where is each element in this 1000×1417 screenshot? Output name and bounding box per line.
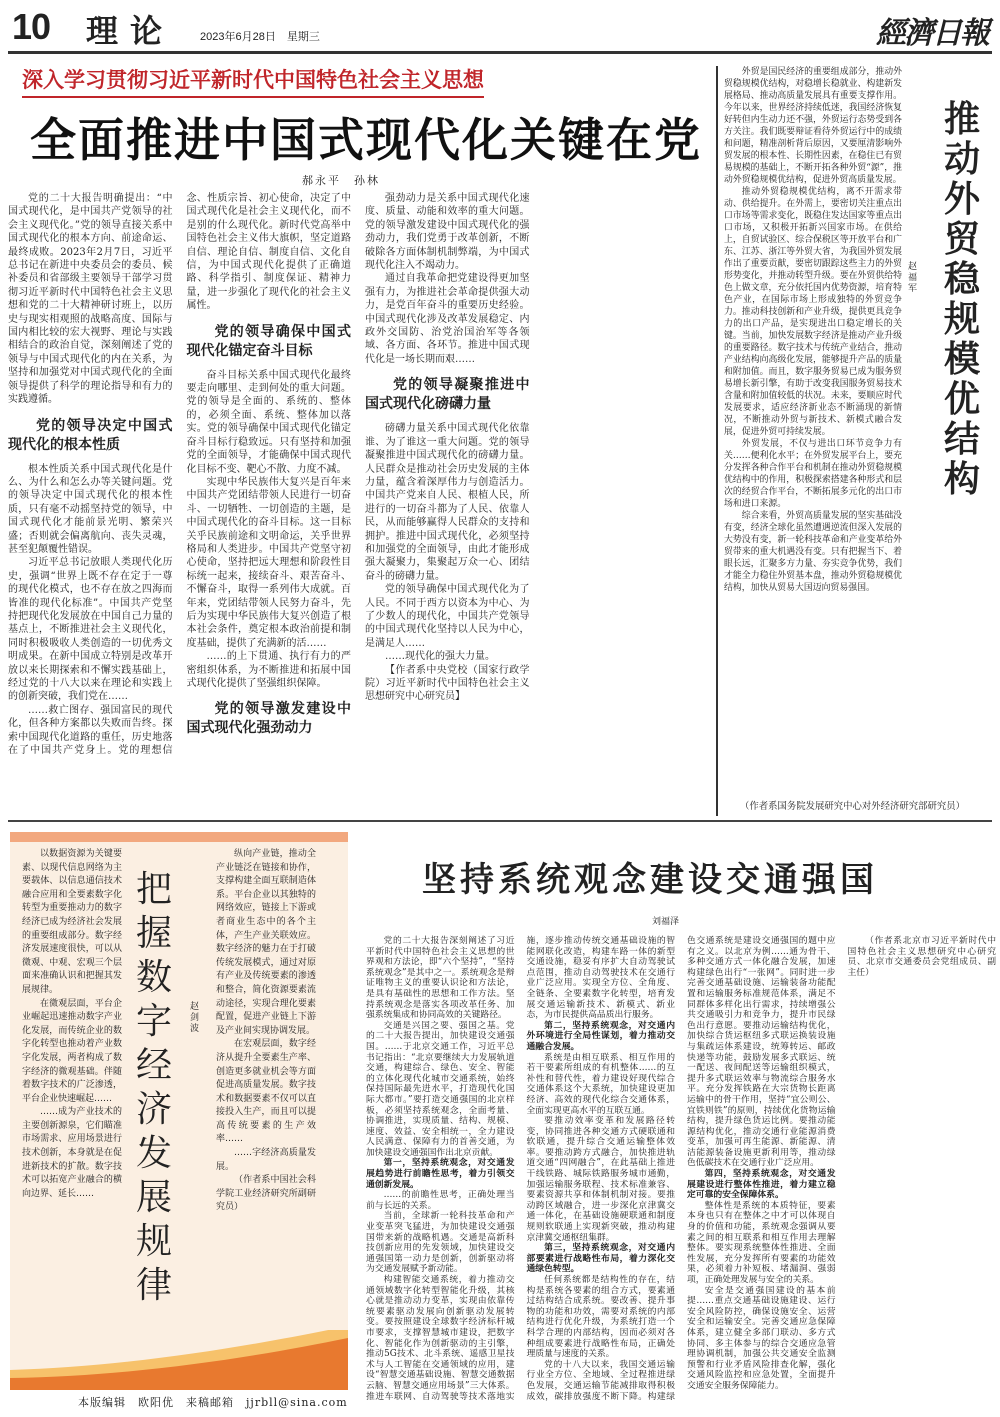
paragraph: 强劲动力是关系中国式现代化速度、质量、动能和效率的重大问题。党的领导激发建设中国式现代化的强劲动力，我们党勇于改革创新，不断破除各方面体制机制弊端，为中国式现代化注入不竭动力。 [365,193,530,272]
paragraph: 整体性是系统的本质特征，要素本身也只有在整体之中才可以体现自身的价值和功能，系统观念强调从要素之间的相互联系和相互作用去理解整体。要实现系统整体性推进、全面性发展，充分发挥所有要素的功能效果，必须着力补短板、堵漏洞、强弱项，正确处理发展与安全的关系。 [687,1200,836,1285]
author-note: （作者系中国社会科学院工业经济研究所副研究员） [216,1175,316,1213]
paragraph: ……字经济高质量发展。 [216,1148,316,1172]
bottom-right-article-body [366,936,996,1408]
paragraph: 要推动效率变革和发展路径转变，协同推进各种交通方式硬联通和软联通，提升综合交通运输整体效率。要推动跨方式融合，加快推进轨道交通“四网融合”，在此基础上推进干线铁路、城际铁路服务城市通勤，加强运输服务联程、技术标准兼容、要素资源共享和体制机制对接。要推动跨区域融合，进一步深化京津冀交通一体化，在基础设施硬联通和制度规则软联通上实现新突破，推动构建京津冀交通枢纽集群。 [526,1116,675,1243]
top-article-body [8,192,708,767]
section-heading: 党的领导激发建设中国式现代化强劲动力 [186,701,351,737]
paragraph: 综合来看，外贸高质量发展的坚实基础没有变，经济全球化虽然遭遇逆流但深入发展的大势没有变，新一轮科技革命和产业变革给外贸带来的重大机遇没有变。只有把握当下、着眼长远，汇聚多方力量、夯实竞争优势，我们才能全力稳住外贸基本盘，推动外贸稳规模优结构，加快从贸易大国迈向贸易强国。 [724,511,902,593]
paragraph: 安全是交通强国建设的基本前提……重点交通基础设施建设、运行安全风险防控，确保设施安全、运营安全和运输安全。完善交通应急保障体系，建立健全多部门联动、多方式协同、多主体参与的综合交通应急管理协调机制，加强公共交通安全监测预警和行业矛盾风险排查化解，强化交通风险监控和应急处置，全面提升交通安全服务保障能力。 [687,1285,836,1391]
paragraph: 以数据资源为关键要素、以现代信息网络为主要载体、以信息通信技术融合应用和全要素数字化转型为重要推动力的数字经济已成为经济社会发展的重要组成部分。数字经济发展速度很快，可以从微观、中观、宏观三个层面来准确认识和把握其发展规律。 [22,849,122,995]
bottom-right-article-byline: 刘福泽 [652,917,680,927]
paragraph: 外贸是国民经济的重要组成部分，推动外贸稳规模优结构，对稳增长稳就业、构建新发展格局、推动高质量发展具有重要支撑作用。今年以来，世界经济持续低迷，我国经济恢复好转但内生动力还不强，外贸运行态势受到各方关注。我们既要辩证看待外贸运行中的成绩和问题，精准剖析背后原因，又要厘清影响外贸发展的根本性、长期性因素，在稳住已有贸易规模的基础上，不断开拓各种外贸“源”，推动外贸稳规模优结构，促进外贸高质量发展。 [724,67,902,185]
newspaper-logo: 經濟日報 [876,16,988,51]
author-note: 【作者系中央党校（国家行政学院）习近平新时代中国特色社会主义思想研究中心研究员】 [365,664,530,703]
column-divider [716,66,718,816]
section-heading: 党的领导决定中国式现代化的根本性质 [8,417,173,453]
paragraph: 习近平总书记放眼人类现代化历史，强调“世界上既不存在定于一尊的现代化模式，也不存在放之四海而皆准的现代化标准”。中国共产党坚持把现代化发展放在中国自己力量的基点上，不断推进社会主义现代化，同时积极吸收人类创造的一切优秀文明成果。在新中国成立特别是改革开放以来长期探索和不懈实践基础上，经过党的十八大以来在理论和实践上的创新突破，我们党在…… [8,557,173,703]
paragraph: 当前，全球新一轮科技革命和产业变革突飞猛进，为加快建设交通强国带来新的战略机遇。交通是高新科技创新应用的先发领域，加快建设交通强国第一动力是创新，创新驱动将为交通发展赋予新动能。 [366,1211,515,1275]
paragraph: ……成为产业技术的主要创新源泉，它们瞄准市场需求、应用场景进行技术创新，本身就是在促进新技术的扩散。数字技术可以拓宽产业融合的横向边界、延长…… [22,1107,122,1199]
bottom-left-article-col2 [216,848,316,1215]
paragraph: 磅礴力量关系中国式现代化依靠谁、为了谁这一重大问题。党的领导凝聚推进中国式现代化的磅礴力量。人民群众是推动社会历史发展的主体力量，蕴含着深厚伟力与创造活力。中国共产党来自人民、根植人民，所进行的一切奋斗都为了人民、依靠人民，从而能够赢得人民群众的支持和拥护。推进中国式现代化，必须坚持和加强党的全面领导，由此才能形成强大凝聚力，集聚起万众一心、团结奋斗的磅礴力量。 [365,423,530,582]
paragraph: 系统是由相互联系、相互作用的若干要素所组成的有机整体……的互补性和替代性，着力建设好现代综合交通体系这个大系统，加快建设更加经济、高效的现代化综合交通体系，全面实现更高水平的互联互通。 [526,1052,675,1116]
paragraph: 奋斗目标关系中国式现代化最终要走向哪里、走到何处的重大问题。党的领导是全面的、系统的、整体的，必须全面、系统、整体加以落实。党的领导确保中国式现代化锚定奋斗目标行稳致远。只有坚持和加强党的全面领导，才能确保中国式现代化目标不变、靶心不散、力度不减。 [186,369,351,475]
page-number: 10 [12,6,51,47]
right-article-body [724,66,902,594]
paragraph: 纵向产业链，推动全产业链泛在链接和协作，支撑构建全面互联制造体系。平台企业以其独特的网络效应，链接上下游或者商业生态中的各个主体，产生产业关联效应。数字经济的魅力在于打破传统发展模式，通过对原有产业及传统要素的渗透和整合，简化资源要素流动途径，实现合理化要素配置，促进产业链上下游及产业间实现协调发展。 [216,849,316,1036]
paragraph: 根本性质关系中国式现代化是什么、为什么和怎么办等关键问题。党的领导决定中国式现代化的根本性质，只有毫不动摇坚持党的领导，中国式现代化才能前景光明、繁荣兴盛；否则就会偏离航向、丧失灵魂，甚至犯颠覆性错误。 [8,463,173,555]
decorative-swoosh [10,1330,348,1390]
top-article-byline: 郝永平 孙林 [302,174,380,187]
paragraph: 党的领导确保中国式现代化为了人民。不同于西方以资本为中心、为了少数人的现代化，中国共产党领导的中国式现代化坚持以人民为中心，是满足人…… [365,584,530,649]
paragraph: 推动外贸稳规模优结构，离不开需求带动、供给提升。在外需上，要密切关注重点出口市场等需求变化，既稳住发达国家等重点出口市场，又积极开拓新兴国家市场。在供给上，自贸试验区、综合保税区等开放平台和广东、江苏、浙江等外贸大省，为我国外贸发展作出了重要贡献，要密切跟踪这些主力的外贸形势变化，并推动转型升级。要在外贸供给特色上做文章，充分依托国内优势资源，培育特色产业，在国际市场上形成独特的外贸竞争力。推动科技创新和产业升级，提供更具竞争力的出口产品，是实现进出口稳定增长的关键。当前，加快发展数字经济是推动产业升级的重要路径。数字技术与传统产业结合，推动产业结构向高级化发展，能够提升产品的质量和附加值。而且，数字服务贸易已成为服务贸易增长新引擎，有助于改变我国服务贸易技术含量和附加值较低的状况。未来，要顺应时代发展要求，适应经济新业态不断涌现的新情况，不断推动外贸与新技术、新模式融合发展，促进外贸可持续发展。 [724,187,902,437]
paragraph: 党的十八大以来，我国交通运输行业全方位、全地域、全过程推进绿色发展，交通运输节能减排取得积极成效，碳排放强度不断下降。构建绿色交通系统是建设交通强国的题中应有之义。以北京为例……通为骨干、多种交通方式一体化融合发展，加速构建绿色出行“一张网”。同时进一步完善交通基础设施、运输装备功能配置和运输服务标准规范体系，满足不同群体多样化出行需求，持续增强公共交通吸引力和竞争力，提升市民绿色出行意愿。要推动运输结构优化，加快综合货运枢纽多式联运换装设施与集疏运体系建设，统筹转运、邮政快递等功能，鼓励发展多式联运、统一配送、夜间配送等运输组织模式，提升多式联运效率与物流综合服务水平。充分发挥铁路在大宗货物长距离运输中的骨干作用，坚持“宜公则公、宜铁则铁”的原则，持续优化货物运输结构，提升绿色货运比例。要推动能源结构优化，推动交通行业能源消费变革，加强可再生能源、新能源、清洁能源装备设施更新利用等，推动绿色低碳技术在交通行业广泛应用。 [526,936,836,1402]
section-name: 理论 [86,12,175,50]
paragraph: ……的前瞻性思考，正确处理当前与长远的关系。 [366,1190,515,1211]
paragraph: 党的二十大报告明确提出：“中国式现代化，是中国共产党领导的社会主义现代化。”党的领导直接关系中国式现代化的根本方向、前途命运、最终成败。2023年2月7日，习近平总书记在新进中央委员会的委员、候补委员和省部级主要领导干部学习贯彻习近平新时代中国特色社会主义思想和党的二十大精神研讨班上，以历史与现实相观照的战略高度、国际与国内相比较的宏大视野、理论与实践相结合的政治自觉，深刻阐述了党的领导与中国式现代化的内在关系，为坚持和加强党对中国式现代化的全面领导提供了科学的理论指导和有力的实践遵循。 [8,193,173,406]
paragraph: 交通是兴国之要、强国之基。党的二十大报告提出，加快建设交通强国。……于北京交通工作，习近平总书记指出：“北京要继续大力发展轨道交通，构建综合、绿色、安全、智能的立体化现代化城市交通系统，始终保持国际最先进水平，打造现代化国际大都市。”要打造交通强国的北京样板，必须坚持系统观念，全面考量、协调推进，实现质量、结构、规模、速度、效益、安全相统一，全力建设人民满意、保障有力的首善交通，为加快建设交通强国作出北京贡献。 [366,1020,515,1158]
paragraph: ……现代化的强大力量。 [385,651,495,663]
issue-date: 2023年6月28日 星期三 [200,31,320,43]
bottom-left-article-byline: 赵剑波 [190,1002,200,1034]
bottom-left-article-col1 [22,848,122,1201]
top-article-headline: 全面推进中国式现代化关键在党 [30,113,702,167]
page-footer: 本版编辑 欧阳优 来稿邮箱 jjrbll@sina.com [78,1396,348,1409]
kicker-banner: 深入学习贯彻习近平新时代中国特色社会主义思想 [22,64,484,98]
section-heading: 第一，坚持系统观念，对交通发展趋势进行前瞻性思考，着力引领交通创新发展。 [366,1158,515,1190]
paragraph: 通过自我革命把党建设得更加坚强有力，为推进社会革命提供强大动力，是党百年奋斗的重要历史经验。中国式现代化涉及改革发展稳定、内政外交国防、治党治国治军等各领域、各方面、各环节。推进中国式现代化是一场长期而艰…… [365,273,530,365]
paragraph: 外贸发展，不仅与进出口环节竞争力有关……便利化水平；在外贸发展平台上，要充分发挥各种合作平台和机制在推动外贸稳规模优结构中的作用，积极探索搭建各种形式和层次的经贸合作平台，不断拓展多元化的出口市场和进口来源。 [724,439,902,509]
section-rule [8,820,992,822]
right-article-author-note: （作者系国务院发展研究中心对外经济研究部研究员） [740,801,966,812]
paragraph: 在宏观层面，数字经济从提升全要素生产率、创造更多就业机会等方面促进高质量发展。数字技术和数据要素不仅可以直接投入生产，而且可以提高传统要素的生产效率…… [216,1039,316,1145]
author-note: （作者系北京市习近平新时代中国特色社会主义思想研究中心研究员、北京市交通委员会党组成员、副主任） [847,936,996,978]
paragraph: ……的上下贯通、执行有力的严密组织体系，为不断推进和拓展中国式现代化提供了坚强组织保障。 [186,651,351,689]
right-article-byline: 赵福军 [908,262,918,294]
paragraph: 实现中华民族伟大复兴是百年来中国共产党团结带领人民进行一切奋斗、一切牺牲、一切创造的主题，是中国式现代化的奋斗目标。这一目标关乎民族前途和文明命运，关乎世界格局和人类进步。中国共产党坚守初心使命，坚持把远大理想和阶段性目标统一起来，接续奋斗、艰苦奋斗、不懈奋斗，取得一系列伟大成就。百年来，党团结带领人民努力奋斗，先后为实现中华民族伟大复兴创造了根本社会条件，奠定根本政治前提和制度基础，提供了充满新的活…… [186,476,351,649]
bottom-left-article-title: 把握数字经济发展规律 [135,869,172,1306]
section-heading: 党的领导凝聚推进中国式现代化磅礴力量 [365,377,530,413]
section-heading: 第四，坚持系统观念，对交通发展建设进行整体性推进，着力建立稳定可靠的安全保障体系。 [687,1169,836,1201]
paragraph: 任何系统都是结构性的存在，结构是系统各要素的组合方式，要素通过结构结合成系统。要改善、提升事物的功能和功效，需要对系统的内部结构进行优化升级，为系统打造一个科学合理的内部结构，因而必须对各种组成要素进行战略性布局，正确处理质量与速度的关系。 [526,1275,675,1360]
paragraph: 党的二十大报告深刻阐述了习近平新时代中国特色社会主义思想的世界观和方法论，即“六个坚持”，“坚持系统观念”是其中之一。系统观念是辩证唯物主义的重要认识论和方法论，是具有基础性的思想和工作方法。坚持系统观念是落实各项改革任务、加强系统集成和协同高效的关键路径。 [366,936,515,1021]
paragraph: 构建智能交通系统，着力推动交通领域数字化转型智能化升级，其核心就是推动动力变革，实现由依靠传统要素驱动发展向创新驱动发展转变。要按照建设全球数字经济标杆城市要求，支撑智慧城市建设，把数字化、智能化作为创新驱动的主引擎，推动5G技术、北斗系统、遥感卫星技术与人工智能在交通领域的应用，建设“智慧交通基础设施、智慧交通数据云脑、智慧交通应用场景”三大体系。推进车联网、自动驾驶等技术落地实施，逐步推动传统交通基础设施的智能网联化改造，构建车路一体的新型交通设施，稳妥有序扩大自动驾驶试点范围，推动自动驾驶技术在交通行业广泛应用。实现全方位、全角度、全链条、全要素数字化转型，培育发展交通运输新技术、新模式、新业态，为市民提供高品质出行服务。 [366,936,675,1402]
paragraph: ……救亡图存、强国富民的现代化，但各种方案都以失败而告终。探索中国现代化道路的重任，历史地落在了中国共产党身上。党的理想信念、性质宗旨、初心使命，决定了中国式现代化是社会主义现代化，而不是别的什么现代化。新时代党高举中国特色社会主义伟大旗帜，坚定道路自信、理论自信、制度自信、文化自信，为中国式现代化提供了正确道路、科学指引、制度保证、精神力量，进一步强化了现代化的社会主义属性。 [8,193,351,757]
section-heading: 党的领导确保中国式现代化锚定奋斗目标 [186,323,351,359]
bottom-right-article-title: 坚持系统观念建设交通强国 [422,860,878,900]
right-article-title: 推动外贸稳规模优结构 [943,99,980,500]
masthead-rule [8,51,992,54]
paragraph: 在微观层面，平台企业崛起迅速推动数字产业化发展，而传统企业的数字化转型也推动着产业数字化发展，两者构成了数字经济的微观基础。伴随着数字技术的广泛渗透，平台企业快速崛起…… [22,998,122,1104]
section-heading: 第二，坚持系统观念，对交通内外环境进行全局性谋划，着力推动交通融合发展。 [526,1020,675,1052]
section-heading: 第三，坚持系统观念，对交通内部要素进行战略性布局，着力深化交通绿色转型。 [526,1243,675,1275]
